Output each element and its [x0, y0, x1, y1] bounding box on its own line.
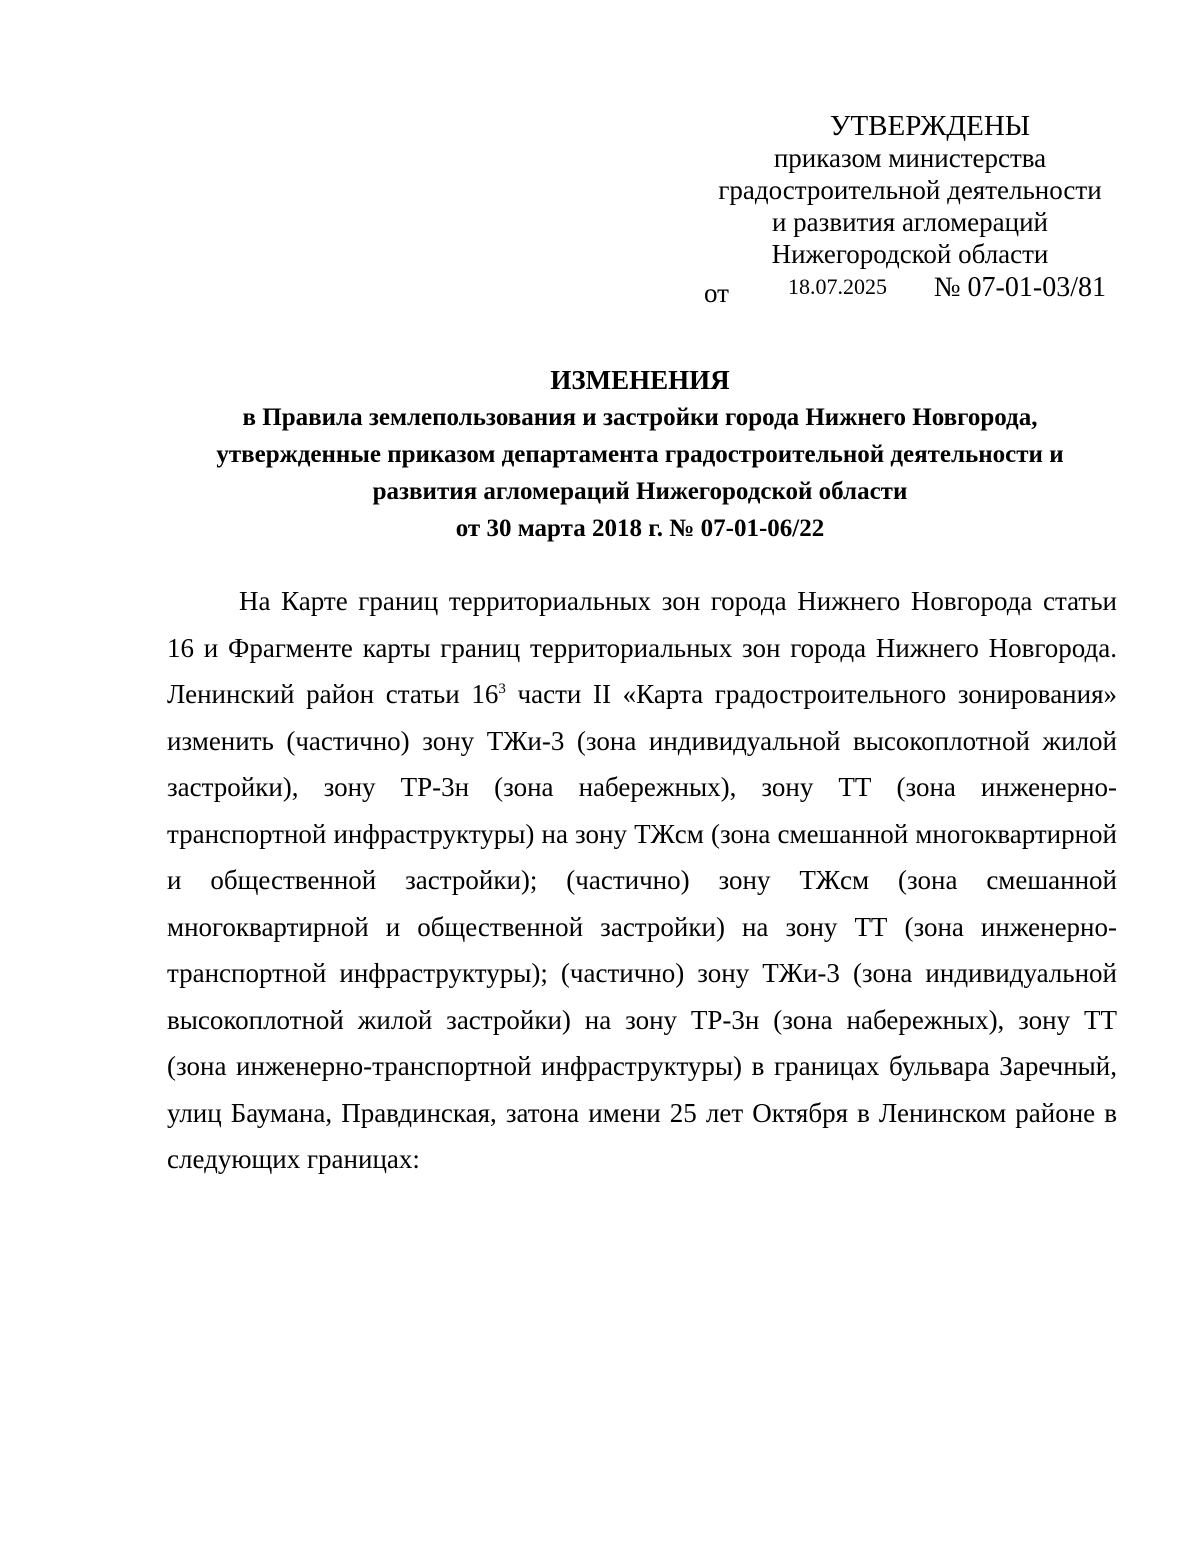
approval-heading: УТВЕРЖДЕНЫ	[829, 110, 1031, 142]
body-text-part2: части II «Карта градостроительного зонирования» изменить (частично) зону ТЖи-3 (зона индивидуальной высокоплотной жилой застройки), зону ТР-3н (зона набережных), зону ТТ (зона инженерно-транспортной инфраструктуры) на зону ТЖсм (зона смешанной многоквартирной и общественной застройки); (частично) зону ТЖсм (зона смешанной многоквартирной и общественной застройки) на зону ТТ (зона инженерно-транспортной инфраструктуры); (частично) зону ТЖи-3 (зона индивидуальной высокоплотной жилой застройки) на зону ТР-3н (зона набережных), зону ТТ (зона инженерно-транспортной инфраструктуры) в границах бульвара Заречный, улиц Баумана, Правдинская, затона имени 25 лет Октября в Ленинском районе в следующих границах:	[167, 679, 1117, 1174]
body-text-part1: На Карте границ территориальных зон города Нижнего Новгорода статьи 16 и Фрагменте карты границ территориальных зон города Нижнего Новгорода. Ленинский район статьи 16	[167, 586, 1117, 709]
title-main: ИЗМЕНЕНИЯ	[550, 365, 730, 395]
approval-line: Нижегородской области	[771, 239, 1049, 269]
title-line: развития агломераций Нижегородской области	[372, 478, 908, 505]
title-line: в Правила землепользования и застройки города Нижнего Новгорода,	[242, 404, 1038, 431]
body-paragraph	[167, 578, 1117, 1183]
from-label: от	[704, 278, 729, 308]
order-number: № 07-01-03/81	[933, 272, 1106, 303]
approval-line: приказом министерства	[773, 143, 1047, 173]
title-line: утвержденные приказом департамента градостроительной деятельности и	[216, 441, 1064, 468]
approval-block	[700, 110, 1120, 308]
order-date: 18.07.2025	[788, 274, 887, 299]
approval-reference	[700, 272, 1120, 308]
superscript: 3	[498, 681, 506, 697]
document-title	[120, 362, 1160, 547]
approval-line: и развития агломераций	[771, 207, 1048, 237]
title-line: от 30 марта 2018 г. № 07-01-06/22	[455, 515, 825, 542]
approval-line: градостроительной деятельности	[718, 175, 1102, 205]
